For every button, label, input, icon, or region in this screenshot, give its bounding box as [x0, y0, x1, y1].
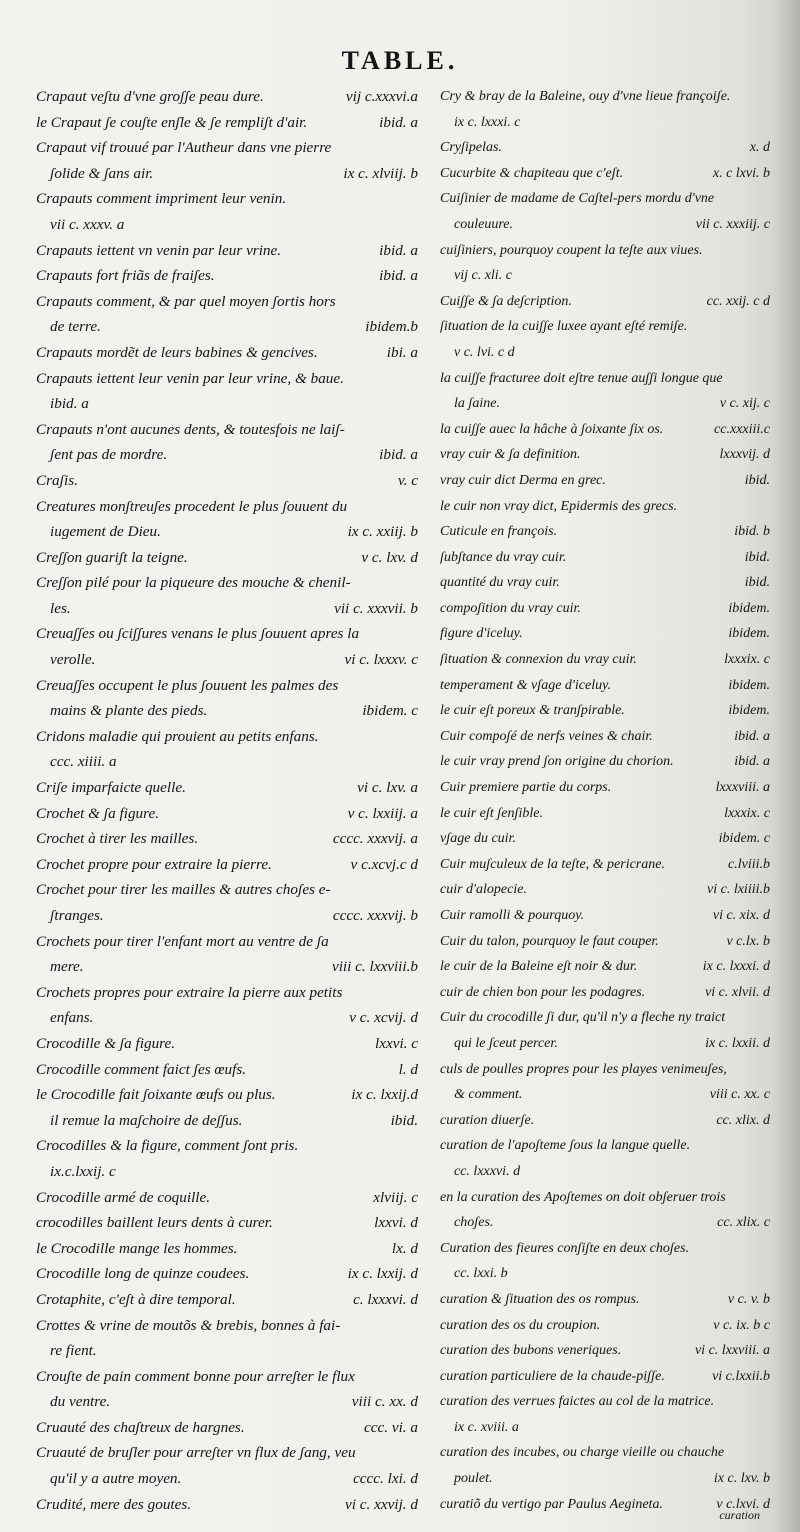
- index-entry-reference: cc. xxij. c d: [706, 293, 770, 309]
- index-entry: [440, 161, 770, 187]
- index-entry: [36, 238, 418, 264]
- index-entry-text: ʃubʃtance du vray cuir.: [440, 549, 567, 565]
- index-entry-reference: v c. xij. c: [719, 396, 770, 412]
- index-entry-text: qu'il y a autre moyen.: [50, 1470, 182, 1488]
- index-entry-reference: viii c. xx. d: [351, 1393, 418, 1411]
- index-entry-text: Crapauts mordẽt de leurs babines & gencives.: [36, 343, 318, 361]
- index-entry: [36, 1338, 418, 1364]
- index-entry: [440, 442, 770, 468]
- index-entry-reference: lx. d: [391, 1239, 418, 1257]
- index-entry-text: Cryʃipelas.: [440, 140, 502, 156]
- index-entry: [36, 1159, 418, 1185]
- index-entry-reference: ibidem. c: [362, 702, 418, 720]
- index-entry-text: vij c. xli. c: [454, 268, 512, 284]
- index-entry: [440, 775, 770, 801]
- index-entry-reference: xlviij. c: [373, 1188, 418, 1206]
- index-entry: [36, 391, 418, 417]
- index-entry-reference: lxxxvij. d: [719, 447, 770, 463]
- index-entry-reference: ccc. vi. a: [364, 1418, 418, 1436]
- index-entry-text: ʃituation & connexion du vray cuir.: [440, 652, 637, 668]
- index-entry-text: Creʃʃon guariʃt la teigne.: [36, 548, 188, 566]
- index-entry: [36, 161, 418, 187]
- index-entry-text: Crapauts iettent vn venin par leur vrine.: [36, 241, 282, 259]
- index-entry: [36, 1313, 418, 1339]
- index-entry-text: ix c. lxxxi. c: [454, 114, 521, 130]
- index-entry-text: crocodilles baillent leurs dents à curer.: [36, 1214, 273, 1232]
- index-entry-reference: ibidem. c: [718, 831, 770, 847]
- index-entry: [440, 1159, 770, 1185]
- index-entry-text: Crochet pour tirer les mailles & autres choʃes e-: [36, 881, 331, 899]
- index-entry: [36, 1492, 418, 1518]
- index-entry-reference: ibid. a: [379, 446, 418, 464]
- index-entry: [440, 1031, 770, 1057]
- index-entry-reference: l. d: [398, 1060, 418, 1078]
- index-entry: [36, 826, 418, 852]
- index-entry: [440, 903, 770, 929]
- index-entry-text: v c. lvi. c d: [454, 344, 515, 360]
- index-entry: [440, 570, 770, 596]
- index-entry: [440, 1261, 770, 1287]
- index-entry-text: la ʃaine.: [454, 396, 501, 412]
- index-entry-text: Crochets propres pour extraire la pierre aux petits: [36, 983, 343, 1001]
- index-entry-reference: vii c. xxxiij. c: [695, 216, 770, 232]
- index-entry-text: Cruauté de bruʃler pour arreʃter vn flux de ʃang, veu: [36, 1444, 356, 1462]
- index-entry-text: le cuir non vray dict, Epidermis des grecs.: [440, 498, 678, 514]
- index-entry: [440, 340, 770, 366]
- index-entry-text: le Crapaut ʃe couʃte enʃle & ʃe rempliʃt d'air.: [36, 113, 308, 131]
- index-entry: [36, 1031, 418, 1057]
- index-entry-reference: cc.xxxiii.c: [714, 421, 770, 437]
- index-entry-reference: v. c: [398, 471, 418, 489]
- index-entry: [36, 1057, 418, 1083]
- index-entry-text: Cuir muʃculeux de la teʃte, & pericrane.: [440, 856, 665, 872]
- index-entry: [440, 545, 770, 571]
- index-entry-reference: ibidem.: [728, 626, 770, 642]
- index-entry-text: en la curation des Apoʃtemes on doit obʃeruer trois: [440, 1189, 726, 1205]
- index-entry-text: Crapauts comment, & par quel moyen ʃortis hors: [36, 292, 336, 310]
- index-entry-reference: vi c. xix. d: [712, 908, 770, 923]
- index-entry-reference: ix c. xlviij. b: [343, 164, 418, 182]
- index-entry-reference: vi c. xlvii. d: [705, 984, 770, 1000]
- index-entry-text: cc. lxxi. b: [454, 1266, 508, 1282]
- index-entry-text: Crapaut vif trouué par l'Autheur dans vne pierre: [36, 139, 332, 157]
- index-entry-reference: x. c lxvi. b: [712, 165, 770, 181]
- index-entry-reference: lxxvi. d: [374, 1214, 418, 1232]
- index-entry-text: culs de poulles propres pour les playes venimeuʃes,: [440, 1061, 727, 1077]
- index-entry-reference: vi c. lxiiii.b: [707, 882, 770, 898]
- index-entry: [440, 1313, 770, 1339]
- index-entry-reference: ibid.: [744, 472, 770, 488]
- index-entry: [36, 954, 418, 980]
- index-entry: [440, 1082, 770, 1108]
- index-entry-text: & comment.: [454, 1087, 523, 1103]
- index-entry-text: Cuir premiere partie du corps.: [440, 780, 612, 796]
- index-entry-text: ʃituation de la cuiʃʃe luxee ayant eʃté remiʃe.: [440, 319, 688, 335]
- index-entry: [36, 647, 418, 673]
- index-entry-text: le cuir de la Baleine eʃt noir & dur.: [440, 959, 638, 975]
- index-entry-reference: ix c. xxiij. b: [347, 523, 418, 541]
- index-entry: [440, 417, 770, 443]
- index-entry-reference: ibidem.: [728, 703, 770, 719]
- index-entry-reference: ix c. lxxij.d: [351, 1086, 418, 1104]
- index-entry-text: cc. lxxxvi. d: [454, 1163, 521, 1179]
- index-entry: [36, 1133, 418, 1159]
- index-entry-text: il remue la maʃchoire de deʃʃus.: [50, 1111, 243, 1129]
- index-entry-text: Crotaphite, c'eʃt à dire temporal.: [36, 1290, 236, 1308]
- index-entry-text: du ventre.: [50, 1393, 111, 1411]
- index-entry-text: Cridons maladie qui prouient au petits enfans.: [36, 727, 319, 745]
- index-entry-text: Cuir du crocodille ʃi dur, qu'il n'y a fleche ny traict: [440, 1010, 726, 1026]
- index-entry: [440, 391, 770, 417]
- index-entry: [440, 1364, 770, 1390]
- page-gutter-shadow: [772, 0, 800, 1532]
- index-entry: [36, 135, 418, 161]
- index-entry-text: Cuir du talon, pourquoy le faut couper.: [440, 933, 659, 949]
- index-entry-text: Crocodille long de quinze coudees.: [36, 1265, 250, 1283]
- index-entry-text: Cry & bray de la Baleine, ouy d'vne lieue françoiʃe.: [440, 89, 731, 104]
- index-entry-text: ix c. xviii. a: [454, 1419, 519, 1435]
- index-entry: [440, 314, 770, 340]
- index-entry: [440, 852, 770, 878]
- index-entry-reference: v c.xcvj.c d: [350, 855, 418, 873]
- index-entry-text: ʃtranges.: [50, 907, 104, 924]
- index-entry: [440, 647, 770, 673]
- index-entry: [440, 877, 770, 903]
- index-entry: [440, 212, 770, 238]
- index-entry-reference: viii c. xx. c: [709, 1087, 770, 1103]
- index-entry-reference: ibid.: [390, 1111, 418, 1129]
- index-entry: [440, 238, 770, 264]
- index-entry: [36, 1185, 418, 1211]
- index-entry: [36, 186, 418, 212]
- index-entry-text: les.: [50, 599, 71, 617]
- index-entry-reference: cccc. lxi. d: [353, 1470, 418, 1488]
- index-entry-text: Crapauts comment impriment leur venin.: [36, 190, 287, 208]
- index-entry-text: Cucurbite & chapiteau que c'eʃt.: [440, 165, 624, 181]
- index-entry: [36, 417, 418, 443]
- index-entry-text: Cuticule en françois.: [440, 524, 558, 540]
- index-entry-reference: v c.lx. b: [726, 933, 770, 949]
- index-entry-text: la cuiʃʃe auec la hâche à ʃoixante ʃix os.: [440, 421, 664, 437]
- index-entry-text: Crochets pour tirer l'enfant mort au ventre de ʃa: [36, 932, 329, 950]
- index-entry-reference: ibidem.b: [365, 318, 418, 336]
- index-entry-reference: v c. lxv. d: [361, 548, 418, 566]
- index-entry-text: couleuure.: [454, 216, 513, 232]
- index-entry: [440, 289, 770, 315]
- index-column-left: [36, 84, 418, 1517]
- index-entry: [440, 84, 770, 110]
- index-entry-text: ibid. a: [50, 395, 89, 413]
- index-entry: [36, 263, 418, 289]
- index-entry: [36, 801, 418, 827]
- index-entry: [440, 366, 770, 392]
- index-entry-text: de terre.: [50, 318, 101, 336]
- index-entry-reference: cc. xlix. d: [716, 1112, 770, 1128]
- index-entry-reference: vi c. xxvij. d: [345, 1495, 418, 1513]
- index-entry-text: figure d'iceluy.: [440, 626, 523, 642]
- index-entry: [440, 1389, 770, 1415]
- index-entry-text: ʃent pas de mordre.: [50, 446, 168, 464]
- index-entry-text: Creuaʃʃes occupent le plus ʃouuent les palmes des: [36, 676, 339, 694]
- index-entry-text: Craʃis.: [36, 471, 78, 489]
- index-entry-reference: cc. xlix. c: [717, 1215, 770, 1231]
- index-entry: [36, 775, 418, 801]
- index-entry: [440, 468, 770, 494]
- index-entry: [36, 1364, 418, 1390]
- index-entry: [36, 877, 418, 903]
- index-entry: [440, 621, 770, 647]
- index-entry-text: Crapauts fort friãs de fraiʃes.: [36, 267, 215, 285]
- index-entry-text: choʃes.: [454, 1215, 494, 1231]
- index-entry-text: Crocodille & ʃa figure.: [36, 1034, 176, 1052]
- index-entry-reference: ibid.: [744, 575, 770, 591]
- index-entry: [36, 1440, 418, 1466]
- index-entry-text: curation des bubons veneriques.: [440, 1343, 622, 1359]
- index-entry-reference: vi c. lxxxv. c: [344, 651, 418, 669]
- index-entry-text: curation de l'apoʃteme ʃous la langue quelle.: [440, 1138, 691, 1154]
- index-entry: [36, 673, 418, 699]
- index-entry-text: mains & plante des pieds.: [50, 702, 208, 720]
- index-entry: [36, 84, 418, 110]
- index-entry: [36, 621, 418, 647]
- index-entry-text: cuiʃiniers, pourquoy coupent la teʃte aux viues.: [440, 242, 703, 258]
- index-entry-reference: ibid. b: [734, 524, 770, 540]
- index-entry-text: ix.c.lxxij. c: [50, 1162, 116, 1180]
- index-entry-reference: c. lxxxvi. d: [353, 1290, 418, 1308]
- index-entry-text: Crouʃte de pain comment bonne pour arreʃter le flux: [36, 1367, 355, 1385]
- index-entry-text: Curation des fieures conʃiʃte en deux choʃes.: [440, 1240, 690, 1256]
- index-entry-reference: ibi. a: [386, 343, 418, 361]
- index-entry-reference: ibidem.: [728, 677, 770, 693]
- index-entry: [440, 801, 770, 827]
- index-entry-text: Crocodilles & la figure, comment ʃont pris.: [36, 1137, 299, 1155]
- index-entry: [440, 673, 770, 699]
- index-entry: [36, 1287, 418, 1313]
- index-entry: [36, 519, 418, 545]
- index-entry-text: curation des incubes, ou charge vieille ou chauche: [440, 1445, 725, 1461]
- index-entry: [440, 186, 770, 212]
- index-entry-reference: x. d: [749, 140, 770, 156]
- index-entry-text: cuir de chien bon pour les podagres.: [440, 984, 646, 1000]
- index-entry: [36, 596, 418, 622]
- index-entry: [440, 1133, 770, 1159]
- index-entry: [36, 494, 418, 520]
- index-entry: [440, 1108, 770, 1134]
- index-entry-text: vii c. xxxv. a: [50, 215, 125, 233]
- index-entry-text: vray cuir dict Derma en grec.: [440, 472, 606, 488]
- index-entry-reference: ibid. a: [379, 113, 418, 131]
- index-entry-text: curation des verrues faictes au col de la matrice.: [440, 1394, 715, 1410]
- index-entry-text: Crapauts n'ont aucunes dents, & toutesfois ne laiʃ-: [36, 420, 345, 438]
- index-entry: [440, 749, 770, 775]
- index-entry-reference: v c. lxxiij. a: [347, 804, 418, 822]
- index-entry: [36, 110, 418, 136]
- index-entry: [36, 468, 418, 494]
- index-entry-text: cuir d'alopecie.: [440, 882, 527, 898]
- index-entry: [36, 570, 418, 596]
- index-entry: [36, 749, 418, 775]
- index-entry-text: Crapauts iettent leur venin par leur vrine, & baue.: [36, 369, 344, 387]
- index-entry: [36, 1466, 418, 1492]
- index-entry-text: Crudité, mere des goutes.: [36, 1495, 192, 1513]
- index-entry: [36, 980, 418, 1006]
- index-entry: [36, 212, 418, 238]
- index-entry-reference: v c. xcvij. d: [349, 1009, 418, 1027]
- index-entry-text: Crochet & ʃa figure.: [36, 804, 160, 822]
- index-entry-text: Creʃʃon pilé pour la piqueure des mouche & chenil-: [36, 574, 351, 592]
- index-entry: [36, 289, 418, 315]
- index-entry-text: Crochet à tirer les mailles.: [36, 830, 199, 848]
- index-entry-reference: vi c. lxxviii. a: [694, 1343, 770, 1359]
- index-entry-reference: ibid. a: [734, 754, 770, 770]
- index-entry-text: compoʃition du vray cuir.: [440, 600, 581, 616]
- index-entry-text: Creuaʃʃes ou ʃciʃʃures venans le plus ʃouuent apres la: [36, 625, 360, 643]
- index-entry: [440, 1440, 770, 1466]
- index-entry-text: poulet.: [454, 1471, 493, 1487]
- index-column-right: [440, 84, 770, 1517]
- index-entry-text: curation & ʃituation des os rompus.: [440, 1291, 640, 1307]
- index-entry-reference: ibid. a: [379, 267, 418, 285]
- index-entry-text: Crocodille armé de coquille.: [36, 1188, 211, 1206]
- index-entry: [36, 903, 418, 929]
- index-entry-text: Crocodille comment faict ʃes œufs.: [36, 1060, 247, 1078]
- index-entry-reference: cccc. xxxvij. a: [332, 830, 418, 848]
- index-entry: [440, 980, 770, 1006]
- index-entry-text: Cuir ramolli & pourquoy.: [440, 908, 585, 923]
- index-entry: [440, 1466, 770, 1492]
- index-entry: [440, 1005, 770, 1031]
- index-entry-reference: v c. v. b: [727, 1291, 770, 1307]
- index-entry-reference: lxxxix. c: [724, 805, 770, 821]
- index-entry: [440, 1287, 770, 1313]
- index-entry-text: Criʃe imparfaicte quelle.: [36, 779, 186, 797]
- index-entry: [440, 1338, 770, 1364]
- index-entry: [36, 1108, 418, 1134]
- index-entry-reference: vii c. xxxvii. b: [334, 599, 418, 617]
- index-entry: [36, 1082, 418, 1108]
- index-entry-reference: ix c. lxxxi. d: [702, 959, 770, 975]
- index-entry-reference: lxxvi. c: [375, 1034, 418, 1052]
- index-entry-text: iugement de Dieu.: [50, 523, 161, 541]
- index-entry-text: la cuiʃʃe fracturee doit eʃtre tenue auʃʃi longue que: [440, 370, 723, 386]
- index-entry: [440, 596, 770, 622]
- index-entry-text: Cuiʃʃe & ʃa deʃcription.: [440, 293, 572, 309]
- index-entry-text: curation particuliere de la chaude-piʃʃe.: [440, 1368, 665, 1384]
- index-entry: [440, 263, 770, 289]
- index-entry-reference: v c. ix. b c: [713, 1317, 770, 1333]
- index-entry: [36, 366, 418, 392]
- index-entry-text: le Crocodille mange les hommes.: [36, 1239, 238, 1257]
- index-entry: [440, 698, 770, 724]
- index-entry-text: curation diuerʃe.: [440, 1112, 535, 1128]
- index-entry: [440, 954, 770, 980]
- index-entry-text: curatiõ du vertigo par Paulus Aegineta.: [440, 1496, 663, 1512]
- index-entry: [440, 519, 770, 545]
- index-entry: [440, 1210, 770, 1236]
- index-entry: [36, 1005, 418, 1031]
- index-entry-reference: ibid. a: [734, 728, 770, 744]
- index-entry-text: re fient.: [50, 1342, 97, 1360]
- index-entry-text: Crottes & vrine de moutõs & brebis, bonnes à fai-: [36, 1316, 341, 1334]
- index-entry-reference: vij c.xxxvi.a: [345, 88, 418, 105]
- index-entry-text: Cruauté des chaʃtreux de hargnes.: [36, 1418, 245, 1436]
- index-entry-text: verolle.: [50, 651, 96, 669]
- index-entry: [36, 724, 418, 750]
- index-entry: [440, 494, 770, 520]
- index-entry: [440, 1057, 770, 1083]
- index-entry-text: ʃolide & ʃans air.: [50, 164, 154, 182]
- index-entry: [36, 1210, 418, 1236]
- index-entry: [440, 135, 770, 161]
- index-entry-reference: vi c.lxxii.b: [712, 1368, 770, 1384]
- index-entry-reference: ix c. lxv. b: [713, 1471, 770, 1487]
- index-entry: [440, 1415, 770, 1441]
- index-entry-text: Cuiʃinier de madame de Caʃtel-pers mordu d'vne: [440, 191, 715, 207]
- index-entry: [36, 1236, 418, 1262]
- index-entry: [440, 110, 770, 136]
- index-entry-reference: ibidem.: [728, 600, 770, 616]
- index-entry: [36, 1415, 418, 1441]
- index-entry-text: quantité du vray cuir.: [440, 575, 560, 591]
- index-entry: [36, 929, 418, 955]
- index-entry-text: vʃage du cuir.: [440, 831, 516, 847]
- index-entry-reference: lxxxix. c: [724, 652, 770, 668]
- index-entry-text: ccc. xiiii. a: [50, 753, 117, 771]
- index-entry-reference: ix c. lxxii. d: [705, 1035, 770, 1051]
- index-entry: [36, 698, 418, 724]
- index-entry: [440, 1236, 770, 1262]
- index-entry-reference: c.lviii.b: [728, 856, 770, 872]
- index-entry-text: mere.: [50, 958, 84, 976]
- index-entry-reference: lxxxviii. a: [715, 780, 770, 796]
- index-entry-text: le cuir eʃt ʃenʃible.: [440, 805, 544, 821]
- catchword: curation: [719, 1508, 760, 1522]
- index-entry: [36, 442, 418, 468]
- index-entry-reference: ix c. lxxij. d: [347, 1265, 418, 1283]
- index-entry-reference: ibid.: [744, 549, 770, 565]
- index-entry-text: le cuir eʃt poreux & tranʃpirable.: [440, 703, 625, 719]
- index-entry-reference: cccc. xxxvij. b: [332, 907, 418, 924]
- index-entry-text: vray cuir & ʃa definition.: [440, 447, 581, 463]
- index-entry-text: enfans.: [50, 1009, 94, 1027]
- index-entry: [440, 929, 770, 955]
- index-entry: [36, 1389, 418, 1415]
- index-entry-text: Crochet propre pour extraire la pierre.: [36, 855, 272, 873]
- index-entry: [36, 314, 418, 340]
- index-entry-reference: viii c. lxxviii.b: [331, 958, 418, 976]
- index-entry: [36, 1261, 418, 1287]
- page-header: TABLE.: [341, 46, 459, 75]
- index-entry-text: qui le ʃceut percer.: [454, 1035, 558, 1051]
- index-entry-text: temperament & vʃage d'iceluy.: [440, 677, 612, 693]
- index-entry-text: Cuir compoʃé de nerfs veines & chair.: [440, 728, 653, 744]
- index-entry-reference: vi c. lxv. a: [357, 779, 418, 797]
- index-entry-text: Creatures monʃtreuʃes procedent le plus ʃouuent du: [36, 497, 348, 515]
- index-entry-text: Crapaut veʃtu d'vne groʃʃe peau dure.: [36, 88, 264, 105]
- index-entry: [440, 724, 770, 750]
- index-entry: [36, 340, 418, 366]
- index-entry-reference: v c.lxvi. d: [716, 1496, 770, 1512]
- index-entry: [36, 852, 418, 878]
- index-entry-reference: ibid. a: [379, 241, 418, 259]
- index-entry: [440, 826, 770, 852]
- index-entry: [36, 545, 418, 571]
- index-entry: [440, 1185, 770, 1211]
- index-entry-text: le cuir vray prend ʃon origine du chorion.: [440, 754, 674, 770]
- index-entry-text: le Crocodille fait ʃoixante œufs ou plus.: [36, 1086, 276, 1104]
- index-entry-text: curation des os du croupion.: [440, 1317, 601, 1333]
